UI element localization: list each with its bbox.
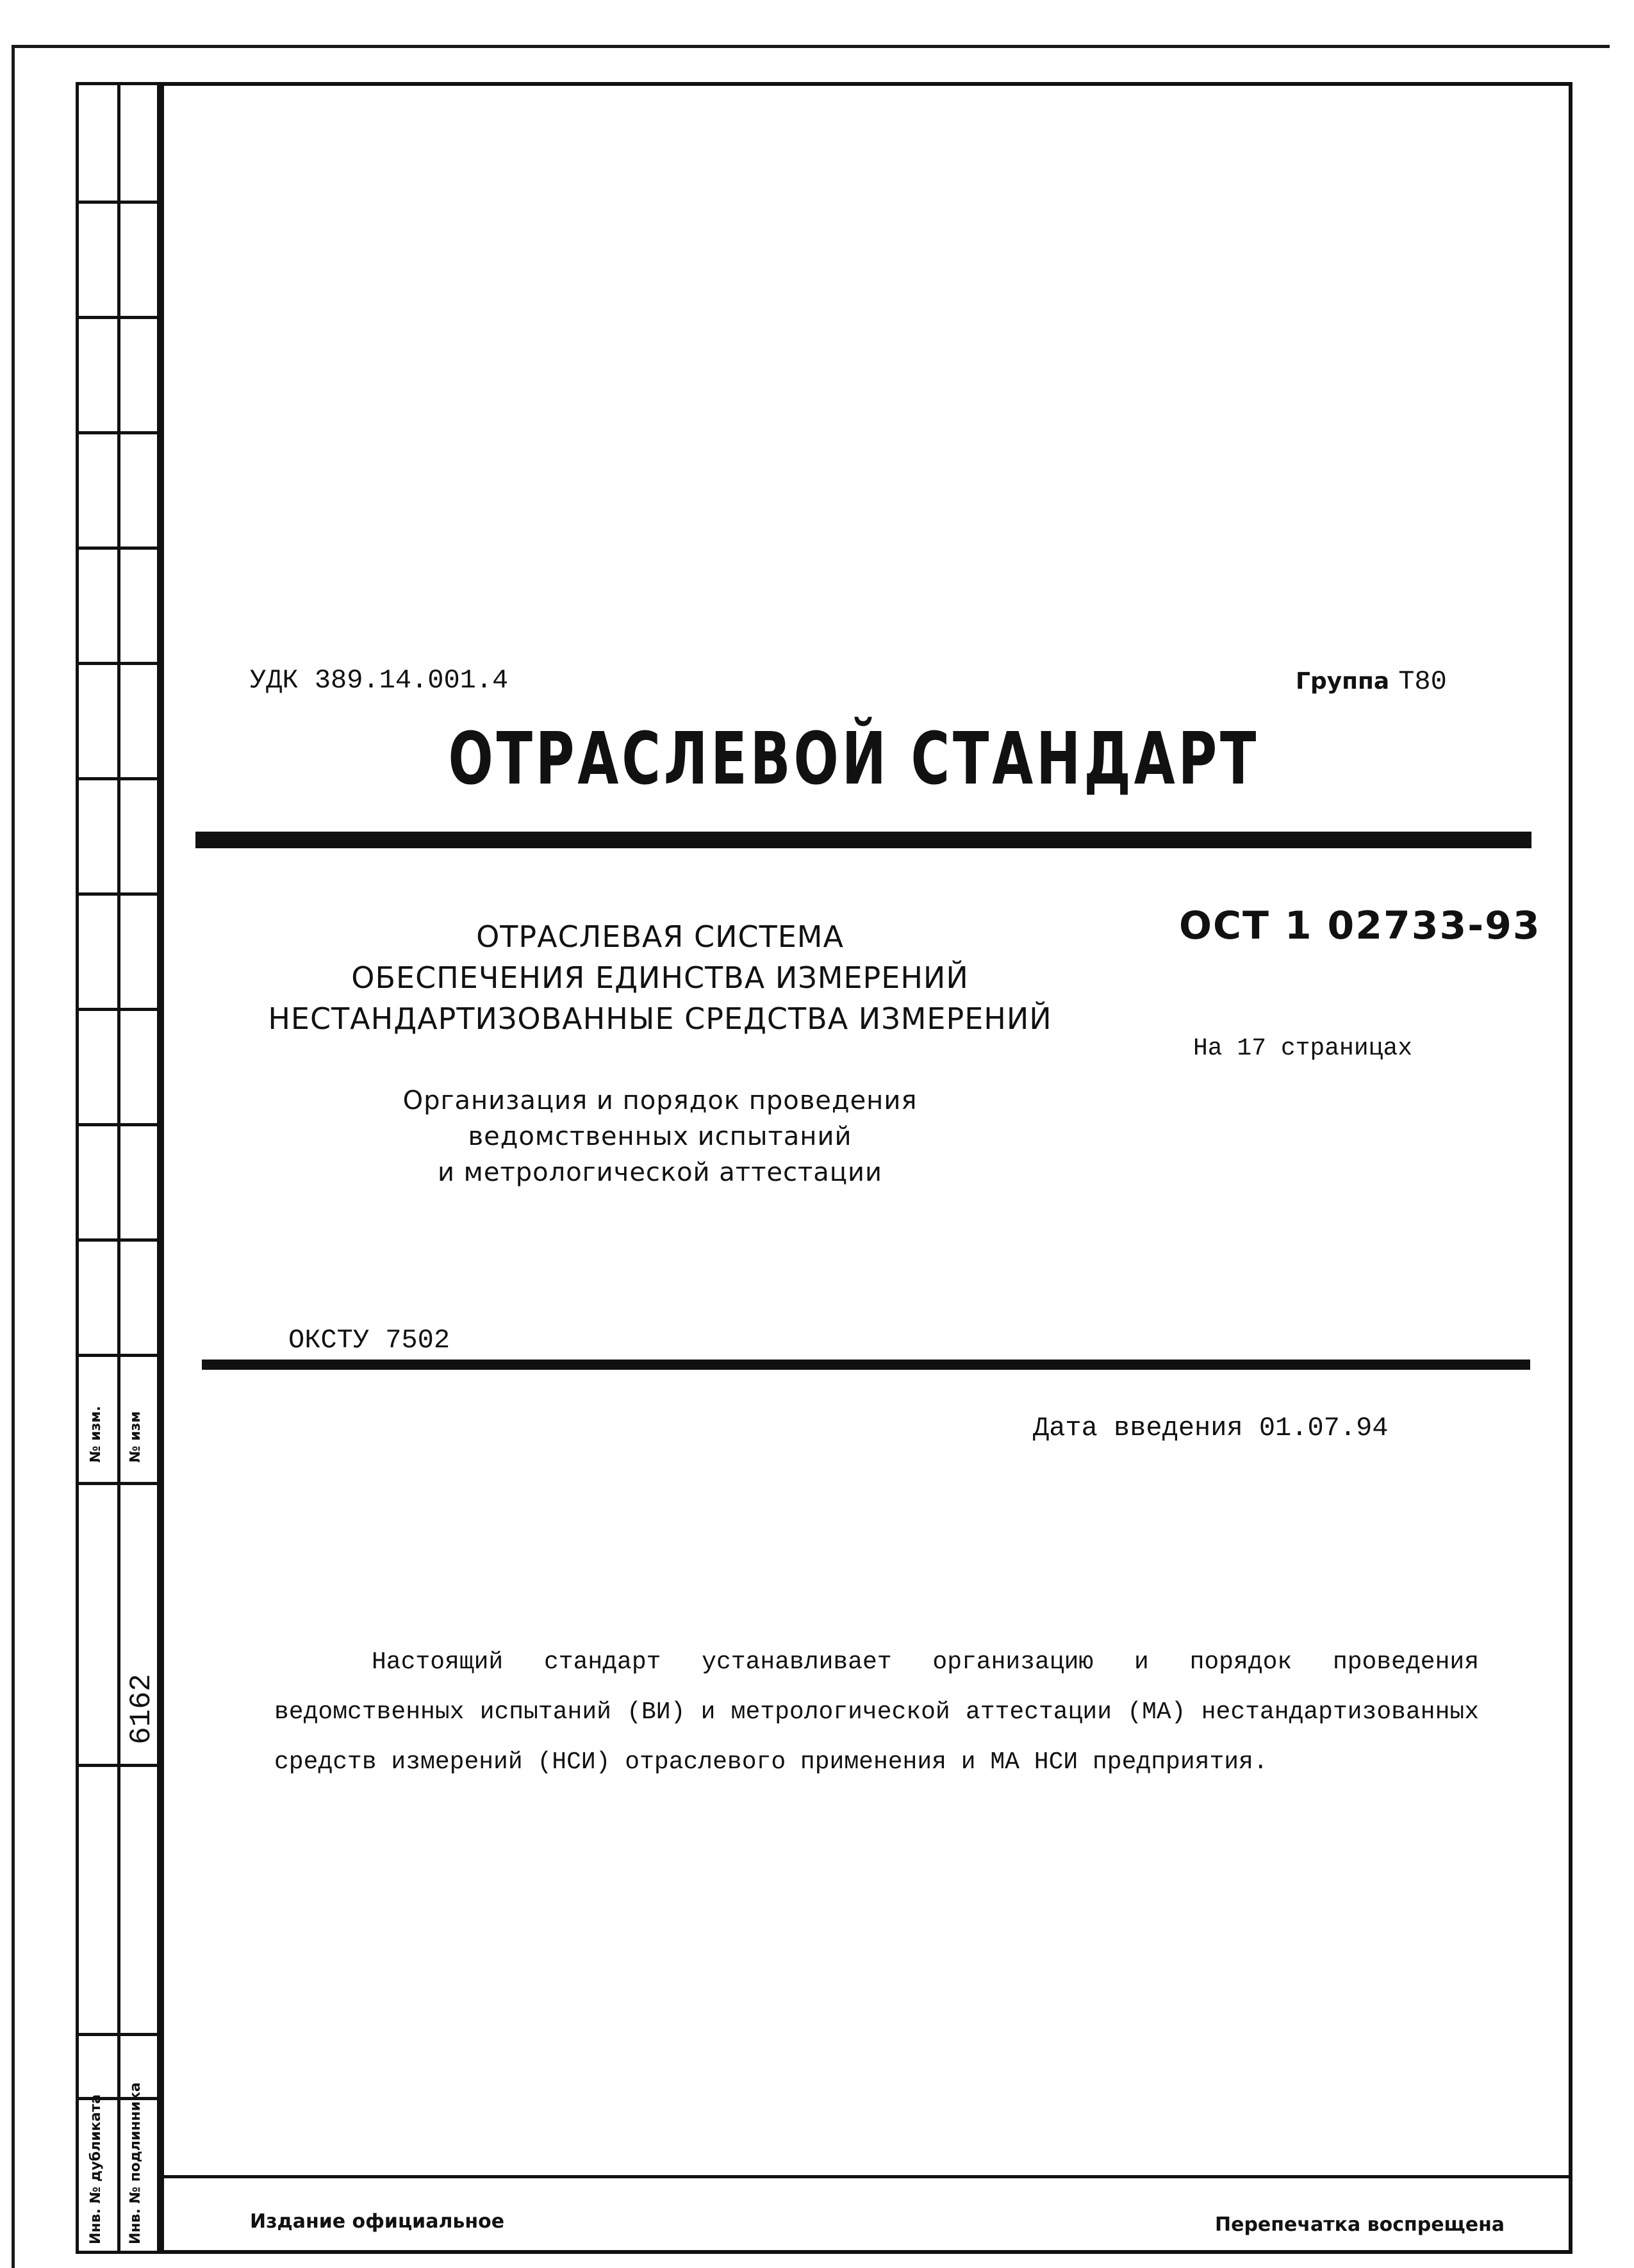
- strip-row-line: [79, 201, 157, 204]
- official-edition-note: Издание официальное: [250, 2210, 505, 2233]
- okstu-code: ОКСТУ 7502: [288, 1325, 450, 1356]
- strip-row-line: [79, 1123, 157, 1126]
- strip-row-line: [79, 2033, 157, 2036]
- subtitle-line: ведомственных испытаний: [468, 1122, 852, 1151]
- strip-row-line: [79, 777, 157, 780]
- subtitle-line: Организация и порядок проведения: [402, 1086, 918, 1115]
- strip-divider: [117, 85, 120, 2251]
- strip-row-line: [79, 892, 157, 896]
- system-title-line: ОТРАСЛЕВАЯ СИСТЕМА: [476, 919, 844, 954]
- strip-row-line: [79, 1238, 157, 1242]
- strip-row-line: [79, 1354, 157, 1357]
- strip-row-line: [79, 1008, 157, 1011]
- system-title-line: НЕСТАНДАРТИЗОВАННЫЕ СРЕДСТВА ИЗМЕРЕНИЙ: [268, 1001, 1052, 1036]
- standard-designation: ОСТ 1 02733-93: [1179, 903, 1541, 948]
- udk-code: УДК 389.14.001.4: [250, 665, 509, 696]
- system-title: [211, 916, 1109, 1039]
- strip-row-line: [79, 431, 157, 434]
- change-number-label-2: № изм: [128, 1411, 144, 1463]
- duplicate-inventory-label: Инв. № дубликата: [88, 2094, 104, 2244]
- strip-row-line: [79, 316, 157, 319]
- title-rule: [195, 832, 1531, 848]
- original-inventory-label: Инв. № подлинника: [128, 2082, 144, 2244]
- system-title-line: ОБЕСПЕЧЕНИЯ ЕДИНСТВА ИЗМЕРЕНИЙ: [351, 960, 969, 995]
- strip-row-line: [79, 1764, 157, 1767]
- okstu-rule: [202, 1360, 1530, 1370]
- binding-strip: [76, 82, 160, 2254]
- introduction-date: Дата введения 01.07.94: [1033, 1413, 1389, 1443]
- reprint-prohibited-note: Перепечатка воспрещена: [1215, 2214, 1505, 2236]
- document-title: ОТРАСЛЕВОЙ СТАНДАРТ: [448, 718, 1260, 801]
- group-value: Т80: [1398, 666, 1447, 697]
- strip-row-line: [79, 1482, 157, 1485]
- subtitle-line: и метрологической аттестации: [437, 1158, 883, 1187]
- strip-row-line: [79, 662, 157, 665]
- page-count: На 17 страницах: [1193, 1035, 1413, 1062]
- change-number-label: № изм.: [88, 1406, 104, 1463]
- footer-rule: [160, 2175, 1572, 2178]
- document-subtitle: [340, 1083, 980, 1190]
- group-code: [1296, 666, 1447, 697]
- strip-row-line: [79, 546, 157, 550]
- inventory-number: 6162: [125, 1673, 158, 1745]
- group-label: Группа: [1296, 668, 1390, 694]
- scope-paragraph: Настоящий стандарт устанавливает организацию и порядок проведения ведомственных испытаний (ВИ) и метрологической аттестации (МА) нестандартизованных средств измерений (НСИ) отраслевого применения и МА НСИ предприятия.: [274, 1648, 1479, 1776]
